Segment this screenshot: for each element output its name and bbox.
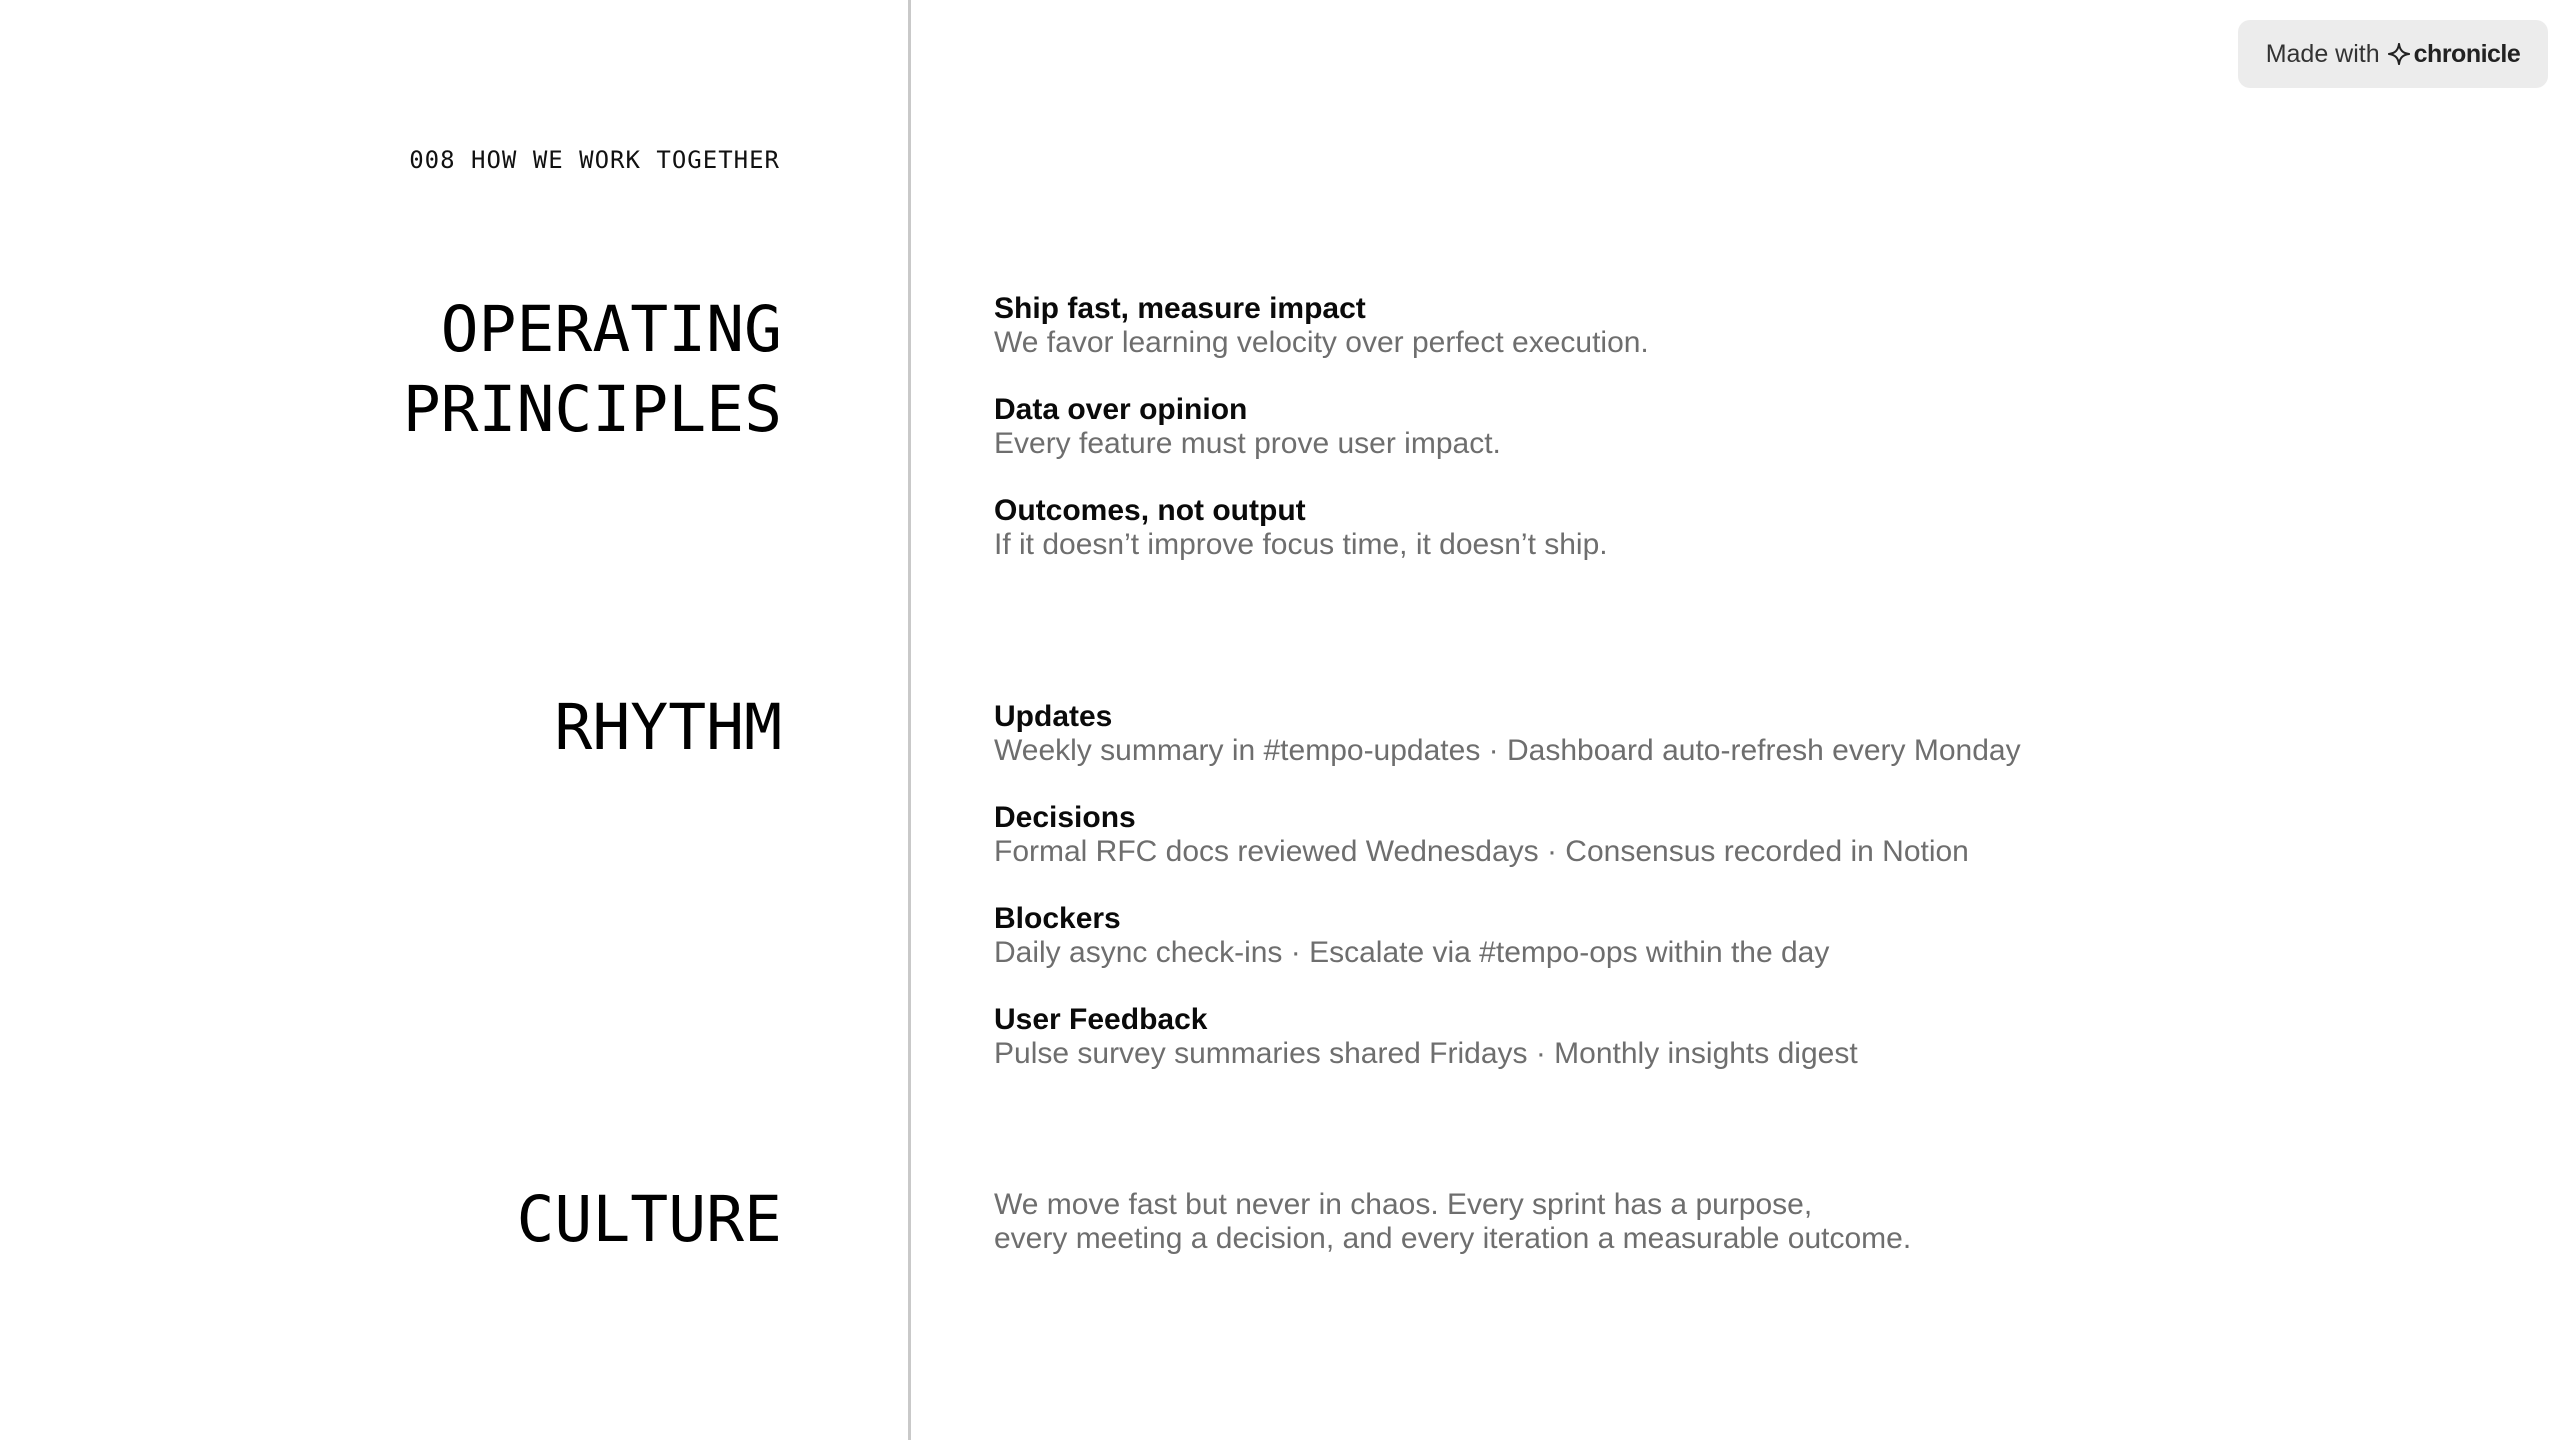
section-title-operating-principles xyxy=(403,290,782,450)
sparkle-icon xyxy=(2388,43,2410,65)
rhythm-description: Formal RFC docs reviewed Wednesdays · Consensus recorded in Notion xyxy=(994,835,1969,868)
principle-description: If it doesn’t improve focus time, it doesn’t ship. xyxy=(994,528,1608,561)
rhythm-list xyxy=(994,700,2394,1104)
rhythm-item xyxy=(994,1003,2394,1104)
principle-item xyxy=(994,494,2394,595)
rhythm-heading: Decisions xyxy=(994,801,1136,834)
culture-line: every meeting a decision, and every iteration a measurable outcome. xyxy=(994,1222,1912,1255)
principle-item xyxy=(994,292,2394,393)
culture-statement xyxy=(994,1188,1911,1256)
made-with-chronicle-badge[interactable] xyxy=(2238,20,2548,88)
rhythm-item xyxy=(994,801,2394,902)
rhythm-heading: Updates xyxy=(994,700,1113,733)
rhythm-heading: Blockers xyxy=(994,902,1121,935)
badge-prefix: Made with xyxy=(2265,39,2380,68)
badge-brand-name: chronicle xyxy=(2413,39,2521,68)
rhythm-description: Pulse survey summaries shared Fridays · Monthly insights digest xyxy=(994,1037,1858,1070)
section-title-line: OPERATING xyxy=(440,293,782,366)
rhythm-item xyxy=(994,700,2394,801)
principle-heading: Ship fast, measure impact xyxy=(994,292,1366,325)
culture-line: We move fast but never in chaos. Every sprint has a purpose, xyxy=(994,1188,1813,1221)
principle-description: Every feature must prove user impact. xyxy=(994,427,1501,460)
rhythm-description: Daily async check-ins · Escalate via #tempo-ops within the day xyxy=(994,936,1830,969)
section-title-culture: CULTURE xyxy=(516,1183,782,1256)
principle-item xyxy=(994,393,2394,494)
principle-heading: Outcomes, not output xyxy=(994,494,1306,527)
vertical-divider xyxy=(908,0,911,1440)
slide-number-label: 008 HOW WE WORK TOGETHER xyxy=(409,146,780,174)
section-title-line: PRINCIPLES xyxy=(402,373,782,446)
rhythm-item xyxy=(994,902,2394,1003)
rhythm-heading: User Feedback xyxy=(994,1003,1208,1036)
principle-heading: Data over opinion xyxy=(994,393,1248,426)
principle-description: We favor learning velocity over perfect execution. xyxy=(994,326,1649,359)
rhythm-description: Weekly summary in #tempo-updates · Dashboard auto-refresh every Monday xyxy=(994,734,2021,767)
badge-brand xyxy=(2388,40,2521,69)
section-title-rhythm: RHYTHM xyxy=(554,691,782,764)
principles-list xyxy=(994,292,2394,595)
